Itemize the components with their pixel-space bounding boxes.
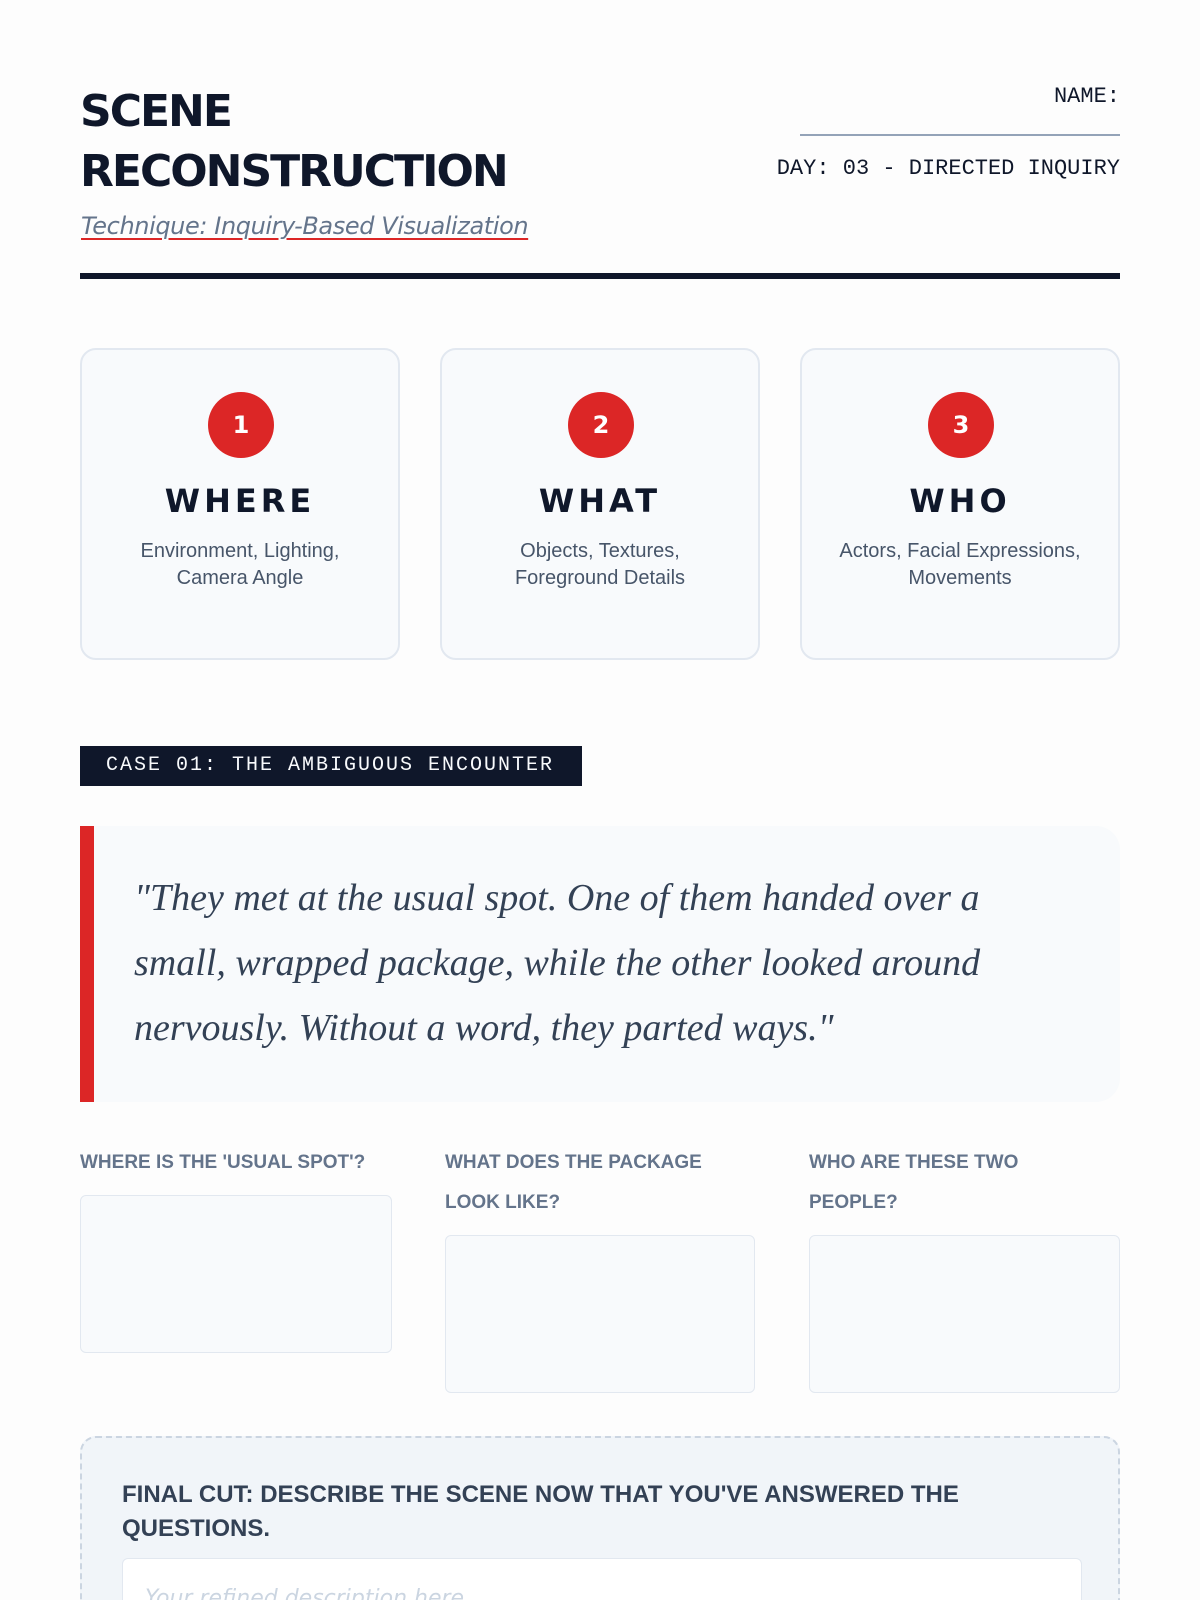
page-title-line-1: SCENE: [80, 86, 231, 137]
answer-box-who[interactable]: [809, 1235, 1120, 1393]
name-field-line[interactable]: [800, 134, 1120, 136]
card-description: Objects, Textures, Foreground Details: [514, 540, 686, 589]
card-description: Environment, Lighting, Camera Angle: [140, 540, 340, 589]
answer-box-what[interactable]: [445, 1235, 755, 1393]
page-title-line-2: RECONSTRUCTION: [80, 146, 507, 197]
step-number-badge: 1: [208, 392, 274, 458]
question-label-what: WHAT DOES THE PACKAGE LOOK LIKE?: [445, 1152, 702, 1213]
technique-subtitle: Technique: Inquiry-Based Visualization: [81, 212, 529, 240]
name-label: NAME:: [1053, 84, 1120, 109]
final-cut-title: FINAL CUT: DESCRIBE THE SCENE NOW THAT YOU'VE ANSWERED THE QUESTIONS.: [122, 1481, 959, 1542]
case-quote-block: [80, 826, 1120, 1102]
case-tag: CASE 01: THE AMBIGUOUS ENCOUNTER: [80, 746, 582, 786]
card-where: [80, 348, 400, 660]
card-title: WHO: [909, 482, 1011, 520]
day-label: DAY: 03 - DIRECTED INQUIRY: [776, 156, 1120, 181]
answer-box-where[interactable]: [80, 1195, 392, 1353]
card-description: Actors, Facial Expressions, Movements: [839, 540, 1081, 589]
card-title: WHAT: [538, 482, 662, 520]
card-title: WHERE: [164, 482, 316, 520]
card-who: [800, 348, 1120, 660]
final-cut-panel: [80, 1436, 1120, 1600]
final-description-input[interactable]: [122, 1558, 1082, 1600]
case-quote-text: "They met at the usual spot. One of them handed over a small, wrapped package, while the other looked around nervously. Without a word, they parted ways.": [134, 877, 981, 1049]
step-number-badge: 2: [568, 392, 634, 458]
question-label-who: WHO ARE THESE TWO PEOPLE?: [809, 1152, 1019, 1213]
card-what: [440, 348, 760, 660]
step-number-badge: 3: [928, 392, 994, 458]
header-divider: [80, 273, 1120, 279]
question-label-where: WHERE IS THE 'USUAL SPOT'?: [80, 1152, 366, 1173]
